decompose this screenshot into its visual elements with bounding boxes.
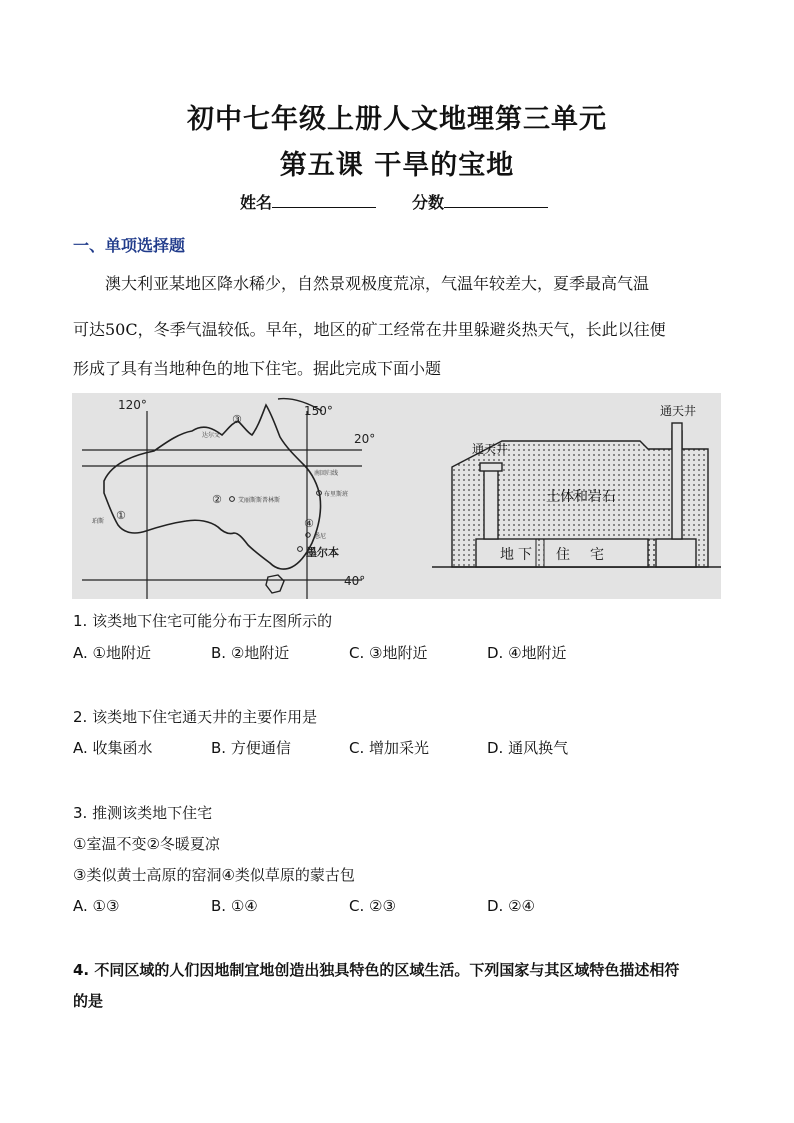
passage-line-3: 形成了具有当地种色的地下住宅。据此完成下面小题: [73, 359, 442, 378]
figure-svg: [72, 393, 721, 599]
page-title: 初中七年级上册人文地理第三单元: [187, 104, 607, 135]
section-title: 一、单项选择题: [73, 236, 186, 255]
figure-image: [72, 393, 721, 599]
lat-20-label: 20°: [354, 432, 376, 446]
question-1-stem: 1. 该类地下住宅可能分布于左图所示的: [73, 612, 333, 630]
question-3-stem: 3. 推测该类地下住宅: [73, 804, 213, 822]
option-b[interactable]: B. ②地附近: [211, 644, 290, 662]
question-3-sub-2: ③类似黄士高原的窑洞④类似草原的蒙古包: [73, 866, 355, 884]
lon-120-label: 120°: [118, 398, 147, 412]
tropic-label: 南回归线: [314, 470, 339, 477]
option-c[interactable]: C. ③地附近: [349, 644, 428, 662]
city-melbourne: 墨尔本: [306, 546, 339, 559]
coastline: [104, 405, 321, 569]
house-char-3: 住: [556, 547, 570, 563]
option-c[interactable]: C. ②③: [349, 897, 396, 915]
city-brisbane: 布里斯班: [324, 491, 349, 498]
melbourne-dot: [298, 547, 303, 552]
question-2-stem: 2. 该类地下住宅通天井的主要作用是: [73, 708, 318, 726]
option-a[interactable]: A. 收集函水: [73, 739, 153, 757]
shaft-left: [484, 469, 498, 539]
house-char-2: 下: [518, 547, 532, 563]
city-sydney: 悉尼: [314, 533, 327, 540]
marker-1: ①: [116, 509, 126, 522]
alice-dot: [230, 497, 235, 502]
name-score-line: [240, 190, 548, 213]
marker-4: ④: [304, 517, 314, 530]
option-a[interactable]: A. ①③: [73, 897, 120, 915]
pillar-1: [536, 539, 544, 567]
tasmania: [266, 575, 284, 593]
option-d[interactable]: D. ②④: [487, 897, 535, 915]
marker-3: ③: [232, 413, 242, 426]
score-blank[interactable]: [444, 193, 548, 208]
shaft-left-cap: [480, 463, 502, 471]
question-4-stem-line-1: 4. 不同区域的人们因地制宜地创造出独具特色的区域生活。下列国家与其区域特色描述相符: [73, 961, 680, 979]
option-b[interactable]: B. 方便通信: [211, 739, 291, 757]
pillar-2: [648, 539, 656, 567]
question-3-sub-1: ①室温不变②冬暖夏凉: [73, 835, 220, 853]
city-alice: 艾丽斯斯普林斯: [238, 497, 281, 504]
marker-2: ②: [212, 493, 222, 506]
underground-house-section: [432, 403, 721, 567]
lon-150-label: 150°: [304, 404, 333, 418]
house-room-right: [656, 539, 696, 567]
score-label: 分数: [412, 193, 445, 212]
page-subtitle: 第五课 干旱的宝地: [279, 150, 515, 181]
rock-label: 土体和岩石: [546, 489, 616, 505]
option-c[interactable]: C. 增加采光: [349, 739, 430, 757]
lat-40-label: 40°: [344, 574, 366, 588]
shaft-left-label: 通天井: [472, 442, 509, 456]
shaft-right: [672, 423, 682, 539]
option-d[interactable]: D. ④地附近: [487, 644, 567, 662]
house-char-4: 宅: [590, 547, 604, 563]
name-blank[interactable]: [272, 193, 376, 208]
city-darwin: 达尔文: [202, 432, 221, 439]
house-char-1: 地: [500, 547, 514, 563]
name-label: 姓名: [240, 193, 273, 212]
australia-map: [82, 398, 375, 599]
passage-line-2: 可达50C，冬季气温较低。早年，地区的矿工经常在井里躲避炎热天气，长此以往便: [73, 320, 666, 339]
option-d[interactable]: D. 通风换气: [487, 739, 569, 757]
option-b[interactable]: B. ①④: [211, 897, 258, 915]
passage-line-1: 澳大利亚某地区降水稀少，自然景观极度荒凉，气温年较差大，夏季最高气温: [105, 274, 650, 293]
shaft-right-label: 通天井: [660, 404, 697, 418]
question-4-stem-line-2: 的是: [73, 992, 104, 1010]
option-a[interactable]: A. ①地附近: [73, 644, 151, 662]
city-perth: 珀斯: [92, 518, 105, 525]
